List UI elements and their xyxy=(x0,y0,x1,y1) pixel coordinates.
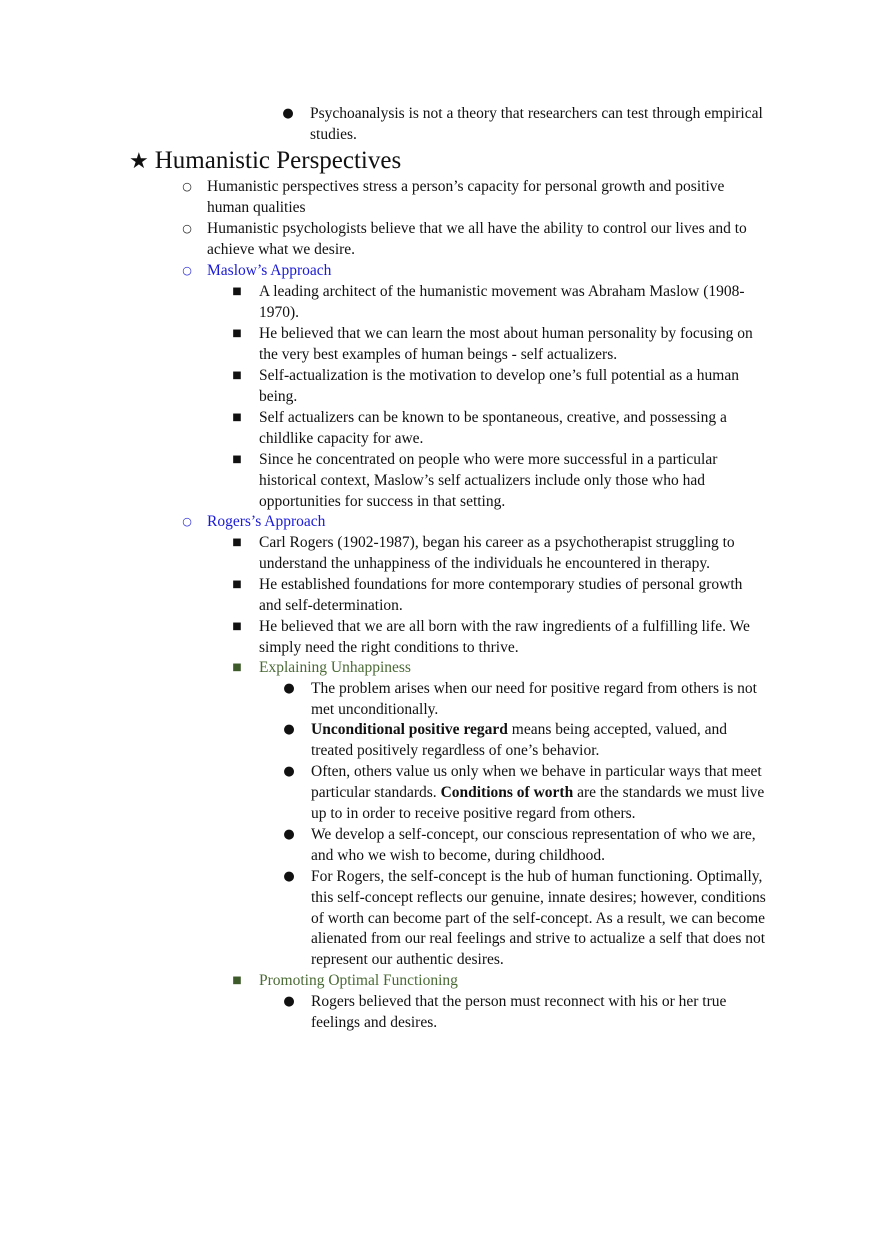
subheading-maslow xyxy=(182,261,767,282)
list-item-text: Humanistic perspectives stress a person’s capacity for personal growth and positive human qualities xyxy=(207,178,725,216)
list-item xyxy=(232,575,764,617)
list-item xyxy=(283,825,771,867)
section-title: Humanistic Perspectives xyxy=(154,147,402,174)
bullet-dot-icon: ● xyxy=(283,722,295,737)
term-bold: Conditions of worth xyxy=(440,783,574,801)
list-item-text: Since he concentrated on people who were more successful in a particular historical context, Maslow’s self actualizers include only those who had opportunities for success in that setting. xyxy=(259,451,718,510)
hollow-circle-icon: ○ xyxy=(182,264,192,277)
list-item xyxy=(232,533,764,575)
square-bullet-icon: ■ xyxy=(232,579,242,590)
subheading-rogers xyxy=(182,512,767,533)
bullet-dot-icon: ● xyxy=(283,827,295,842)
term-bold: Unconditional positive regard xyxy=(311,721,508,738)
list-item-text: He established foundations for more contemporary studies of personal growth and self-determination. xyxy=(259,576,743,614)
subheading-text: Rogers’s Approach xyxy=(207,513,326,530)
bullet-dot-icon: ● xyxy=(283,994,295,1009)
list-item-text: A leading architect of the humanistic movement was Abraham Maslow (1908-1970). xyxy=(259,283,745,321)
list-item xyxy=(283,762,774,824)
square-bullet-icon: ■ xyxy=(232,537,242,548)
square-bullet-icon: ■ xyxy=(232,286,242,297)
bullet-dot-icon: ● xyxy=(283,681,295,696)
square-bullet-icon: ■ xyxy=(232,662,242,673)
subheading-text: Maslow’s Approach xyxy=(207,262,332,279)
list-item xyxy=(182,177,767,219)
bullet-dot-icon: ● xyxy=(283,869,295,884)
list-item xyxy=(232,366,764,408)
square-bullet-icon: ■ xyxy=(232,412,242,423)
list-item-text: Psychoanalysis is not a theory that researchers can test through empirical studies. xyxy=(310,105,763,143)
bullet-dot-icon: ● xyxy=(283,764,295,779)
subheading-optimal xyxy=(232,971,764,992)
subheading-text: Promoting Optimal Functioning xyxy=(259,972,458,989)
list-item xyxy=(282,104,780,146)
star-icon: ★ xyxy=(129,149,149,174)
list-item-text: For Rogers, the self-concept is the hub of human functioning. Optimally, this self-concept reflects our genuine, innate desires; however, conditions of worth can become part of the self-concept. As a result, we can become alienated from our real feelings and strive to actualize a self that does not represent our authentic desires. xyxy=(311,868,766,969)
square-bullet-icon: ■ xyxy=(232,328,242,339)
list-item-text: Carl Rogers (1902-1987), began his career as a psychotherapist struggling to understand the unhappiness of the individuals he encountered in therapy. xyxy=(259,534,735,572)
square-bullet-icon: ■ xyxy=(232,454,242,465)
list-item xyxy=(283,679,771,721)
list-item-text: Self-actualization is the motivation to develop one’s full potential as a human being. xyxy=(259,367,739,405)
square-bullet-icon: ■ xyxy=(232,621,242,632)
list-item xyxy=(182,219,767,261)
list-item-text: Self actualizers can be known to be spontaneous, creative, and possessing a childlike capacity for awe. xyxy=(259,409,727,447)
text-segment: Often, others value us only when we behave in particular ways that meet particular standards. xyxy=(311,763,762,801)
hollow-circle-icon: ○ xyxy=(182,180,192,193)
list-item xyxy=(283,992,751,1034)
list-item xyxy=(283,720,766,762)
hollow-circle-icon: ○ xyxy=(182,515,192,528)
list-item-text: He believed that we can learn the most about human personality by focusing on the very best examples of human beings - self actualizers. xyxy=(259,325,753,363)
list-item-text: He believed that we are all born with the raw ingredients of a fulfilling life. We simply need the right conditions to thrive. xyxy=(259,618,750,656)
list-item-text: We develop a self-concept, our conscious representation of who we are, and who we wish to become, during childhood. xyxy=(311,826,756,864)
list-item xyxy=(232,282,764,324)
bullet-dot-icon: ● xyxy=(282,106,294,121)
list-item-text: Humanistic psychologists believe that we all have the ability to control our lives and to achieve what we desire. xyxy=(207,220,747,258)
list-item-text: Rogers believed that the person must reconnect with his or her true feelings and desires. xyxy=(311,993,727,1031)
square-bullet-icon: ■ xyxy=(232,975,242,986)
subheading-text: Explaining Unhappiness xyxy=(259,659,411,676)
square-bullet-icon: ■ xyxy=(232,370,242,381)
list-item xyxy=(232,408,764,450)
list-item xyxy=(283,867,776,971)
list-item xyxy=(232,450,744,512)
text-segment: are the standards we must live up to in order to receive positive regard from others. xyxy=(311,783,765,822)
hollow-circle-icon: ○ xyxy=(182,222,192,235)
subheading-unhappiness xyxy=(232,658,764,679)
list-item xyxy=(232,324,774,366)
list-item xyxy=(232,617,774,659)
section-heading xyxy=(129,146,401,177)
list-item-text: The problem arises when our need for positive regard from others is not met unconditionally. xyxy=(311,680,757,718)
list-item-text xyxy=(311,720,766,762)
list-item-text xyxy=(311,762,774,824)
term-definition: means being accepted, valued, and treated positively regardless of one’s behavior. xyxy=(311,721,727,759)
